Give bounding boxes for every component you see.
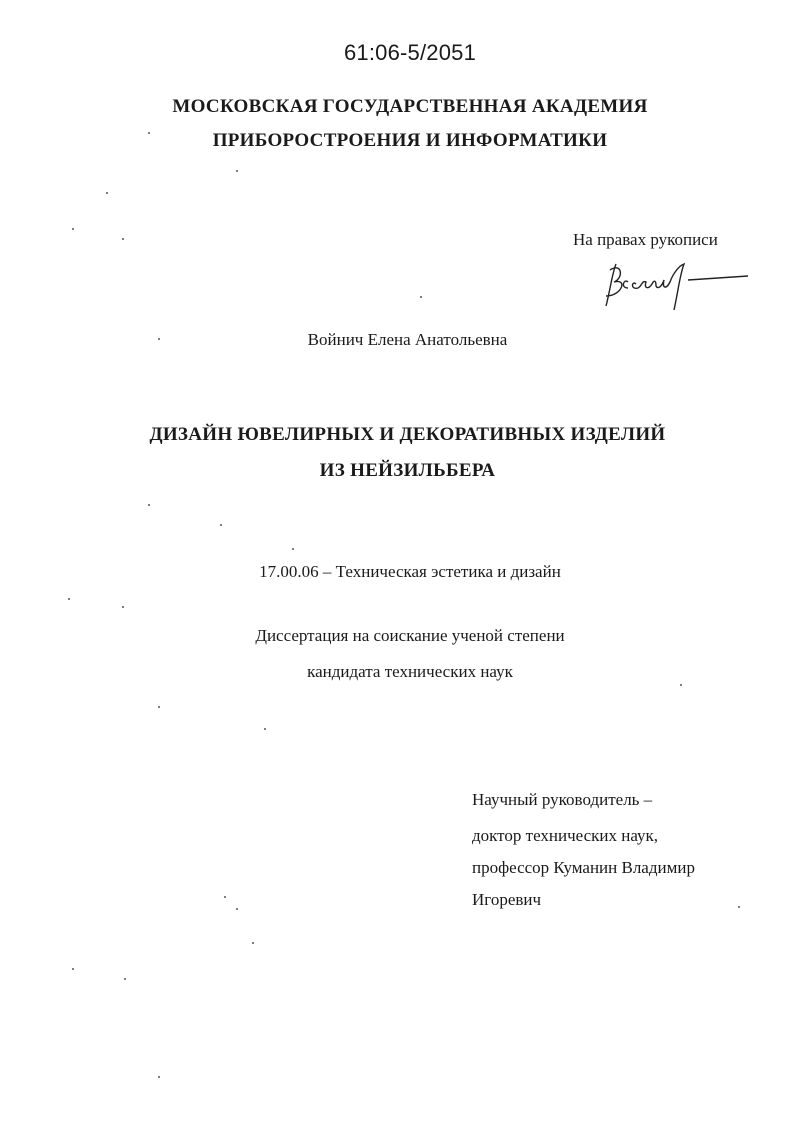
dissertation-title-line2: ИЗ НЕЙЗИЛЬБЕРА bbox=[319, 460, 496, 481]
scan-speck bbox=[68, 598, 70, 600]
scan-speck bbox=[420, 296, 422, 298]
supervisor-line4: Игоревич bbox=[472, 890, 542, 909]
dissertation-title-line1: ДИЗАЙН ЮВЕЛИРНЫХ И ДЕКОРАТИВНЫХ ИЗДЕЛИЙ bbox=[149, 424, 666, 445]
scan-speck bbox=[72, 228, 74, 230]
supervisor-line3: профессор Куманин Владимир bbox=[472, 858, 695, 877]
scan-speck bbox=[738, 906, 740, 908]
scan-speck bbox=[124, 978, 126, 980]
author-name: Войнич Елена Анатольевна bbox=[307, 330, 508, 349]
supervisor-line1: Научный руководитель – bbox=[472, 790, 653, 809]
registry-code: 61:06-5/2051 bbox=[343, 40, 477, 65]
supervisor-line2: доктор технических наук, bbox=[472, 826, 659, 845]
degree-line2: кандидата технических наук bbox=[307, 662, 513, 681]
scan-speck bbox=[224, 896, 226, 898]
scan-speck bbox=[292, 548, 294, 550]
scan-speck bbox=[158, 338, 160, 340]
scan-speck bbox=[236, 908, 238, 910]
specialty-code: 17.00.06 – Техническая эстетика и дизайн bbox=[259, 562, 561, 581]
scan-speck bbox=[148, 132, 150, 134]
scan-speck bbox=[220, 524, 222, 526]
scan-speck bbox=[72, 968, 74, 970]
institution-name-line2: ПРИБОРОСТРОЕНИЯ И ИНФОРМАТИКИ bbox=[212, 130, 608, 151]
institution-name-line1: МОСКОВСКАЯ ГОСУДАРСТВЕННАЯ АКАДЕМИЯ bbox=[172, 96, 648, 117]
manuscript-note: На правах рукописи bbox=[573, 230, 718, 249]
scan-speck bbox=[252, 942, 254, 944]
scan-speck bbox=[158, 1076, 160, 1078]
scan-speck bbox=[122, 238, 124, 240]
degree-line1: Диссертация на соискание ученой степени bbox=[255, 626, 565, 645]
scan-speck bbox=[680, 684, 682, 686]
signature-icon bbox=[592, 256, 752, 316]
scan-speck bbox=[122, 606, 124, 608]
scan-speck bbox=[148, 504, 150, 506]
scan-speck bbox=[264, 728, 266, 730]
scan-speck bbox=[236, 170, 238, 172]
scan-speck bbox=[158, 706, 160, 708]
scan-speck bbox=[106, 192, 108, 194]
